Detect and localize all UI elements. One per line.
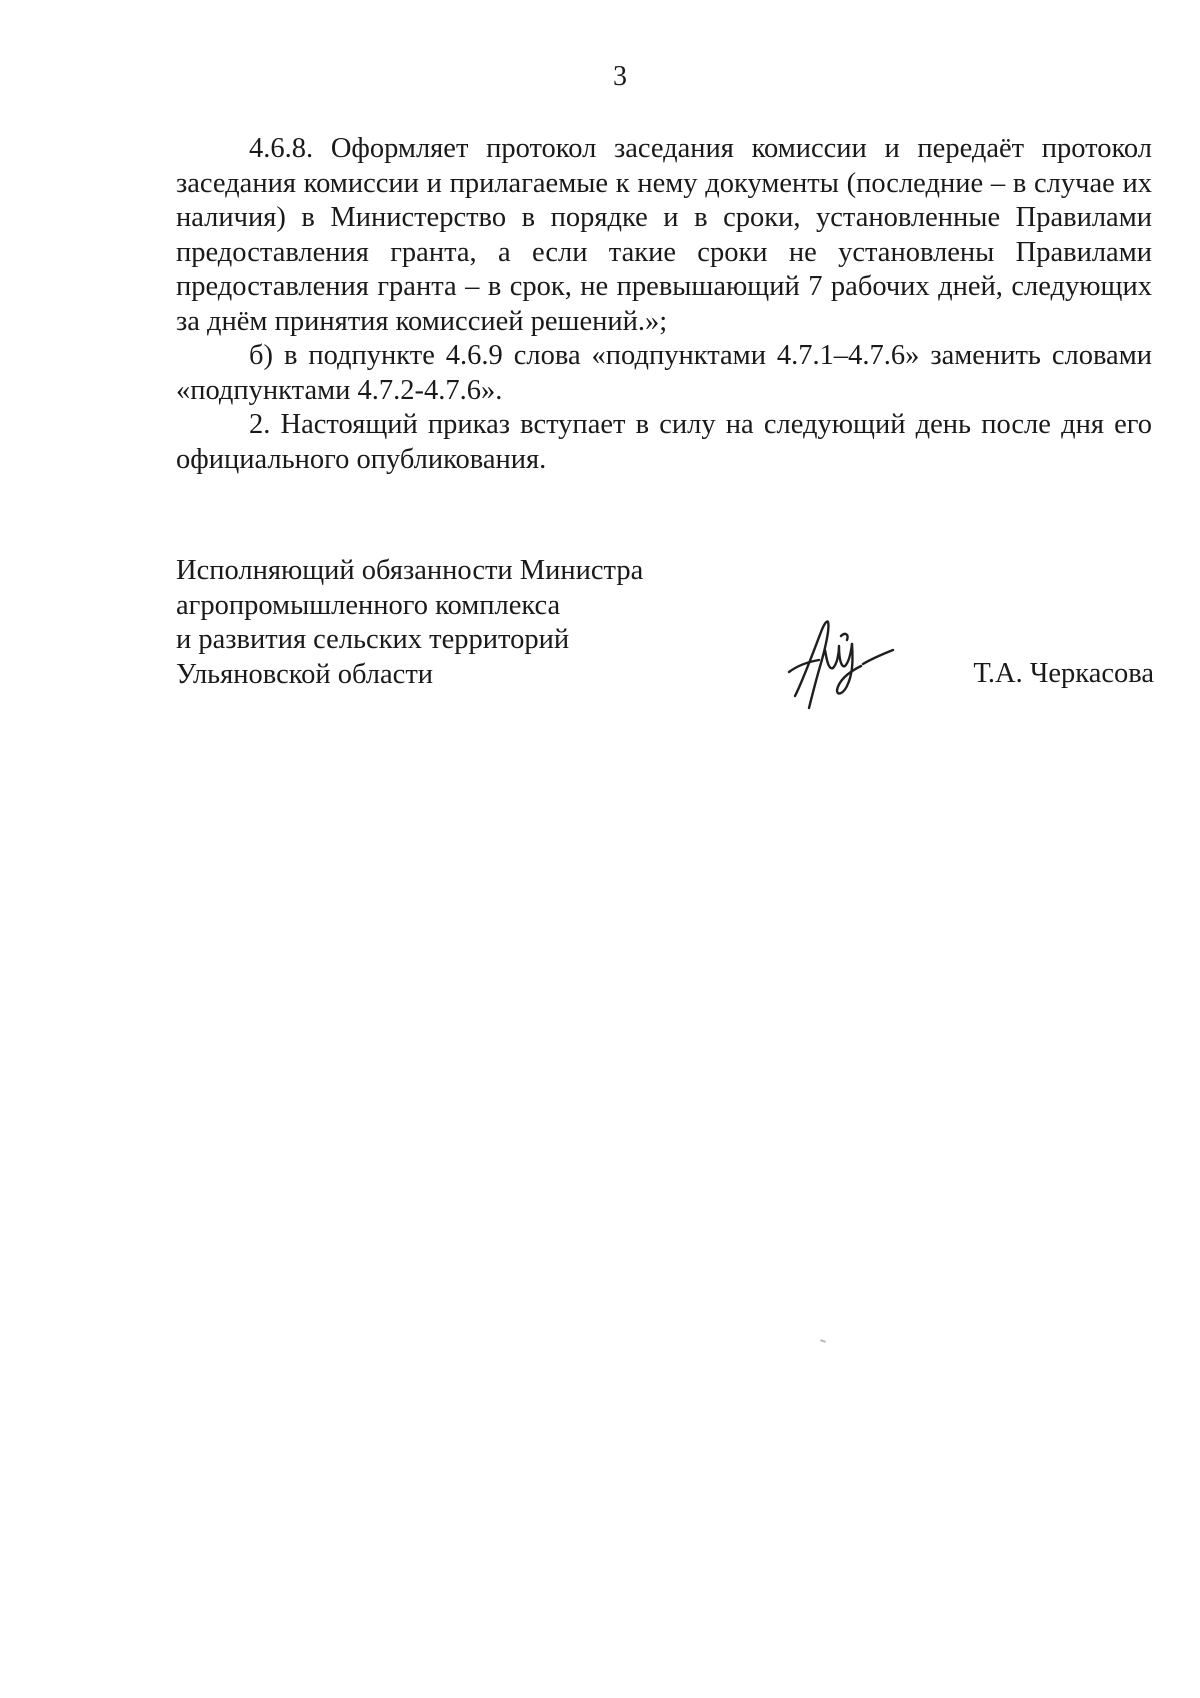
signer-name: Т.А. Черкасова <box>973 658 1154 689</box>
signer-title-line: Исполняющий обязанности Министра <box>176 555 644 586</box>
paragraph-effective-date: 2. Настоящий приказ вступает в силу на следующий день после дня его официального опубликования. <box>176 409 1152 475</box>
paragraph-4-6-8: 4.6.8. Оформляет протокол заседания комиссии и передаёт протокол заседания комиссии и прилагаемые к нему документы (последние – в случае их наличия) в Министерство в порядке и в сроки, установленные Правилами предоставления гранта, а если такие сроки не установлены Правилами предоставления гранта – в срок, не превышающий 7 рабочих дней, следующих за днём принятия комиссией решений.»; <box>176 133 1152 337</box>
signer-title-line: Ульяновской области <box>176 658 434 690</box>
signer-title <box>176 554 736 692</box>
signature-block <box>176 554 1156 704</box>
handwritten-signature <box>781 610 901 710</box>
paragraph-subitem-b: б) в подпункте 4.6.9 слова «подпунктами 4.7.1–4.7.6» заменить словами «подпунктами 4.7.2-4.7.6». <box>176 340 1152 406</box>
scan-speck <box>820 1339 826 1343</box>
signer-title-line: и развития сельских территорий <box>176 624 570 655</box>
document-body <box>176 132 1152 477</box>
signer-title-line: агропромышленного комплекса <box>176 589 561 621</box>
page-number: 3 <box>613 61 627 92</box>
